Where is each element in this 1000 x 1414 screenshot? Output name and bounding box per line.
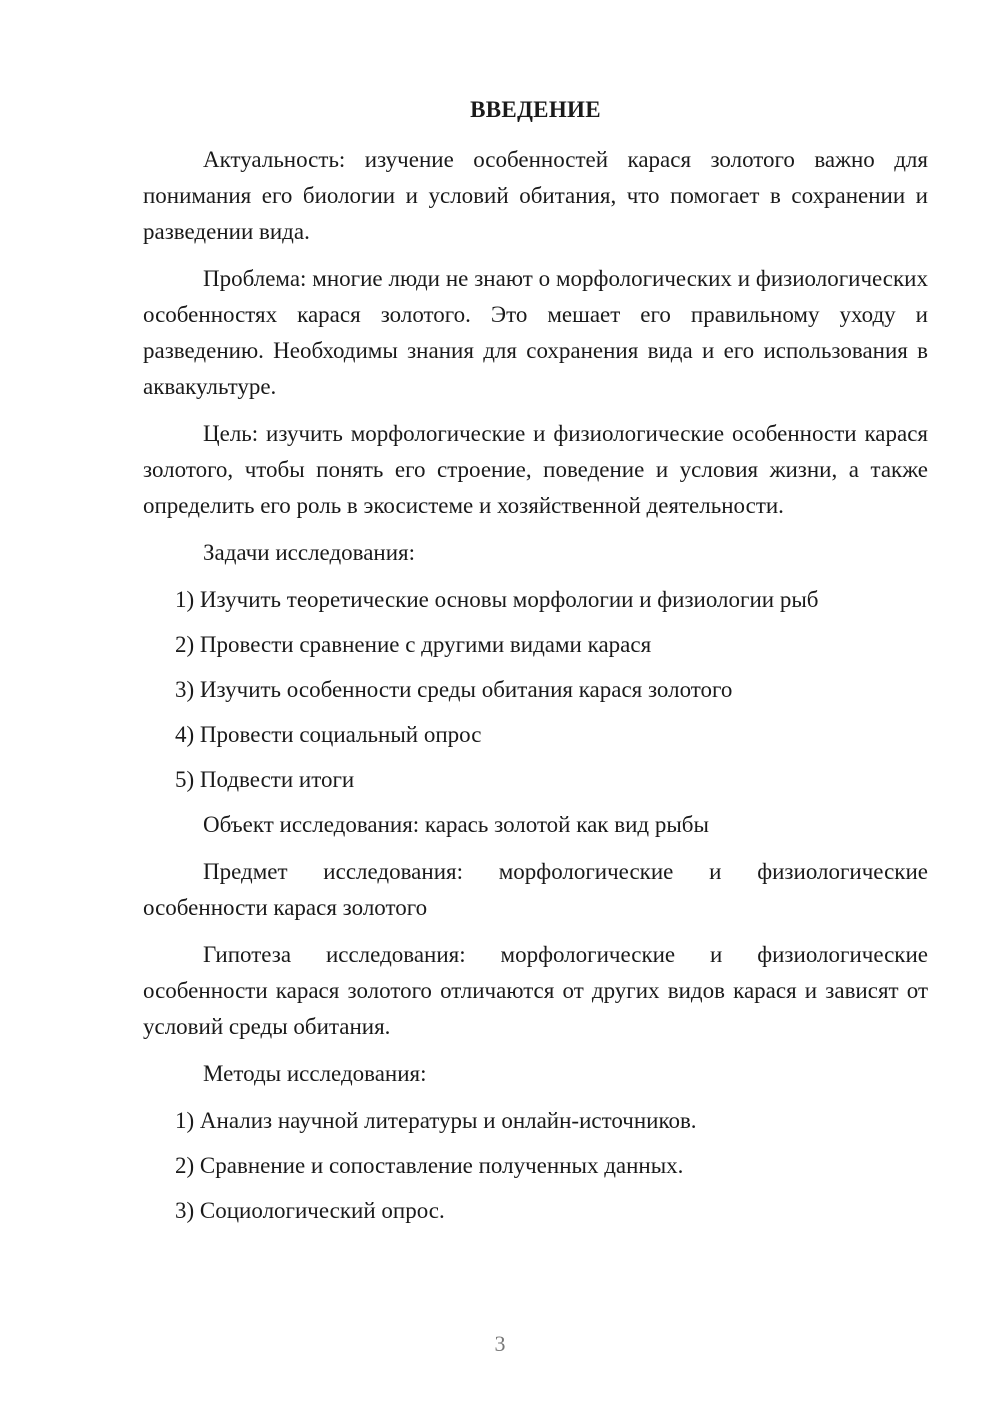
goal-paragraph: Цель: изучить морфологические и физиологические особенности карася золотого, чтобы понять его строение, поведение и условия жизни, а также определить его роль в экосистеме и хозяйственной деятельности. <box>143 421 928 518</box>
subject-paragraph: Предмет исследования: морфологические и физиологические особенности карася золотого <box>143 859 928 920</box>
task-item: 2) Провести сравнение с другими видами карася <box>175 632 652 657</box>
method-item: 3) Социологический опрос. <box>175 1198 445 1223</box>
task-item: 3) Изучить особенности среды обитания карася золотого <box>175 677 733 702</box>
page-title: ВВЕДЕНИЕ <box>470 97 601 122</box>
page-number: 3 <box>494 1331 506 1356</box>
task-item: 1) Изучить теоретические основы морфологии и физиологии рыб <box>175 587 819 612</box>
task-item: 5) Подвести итоги <box>175 767 355 792</box>
method-item: 2) Сравнение и сопоставление полученных данных. <box>175 1153 684 1178</box>
hypothesis-paragraph: Гипотеза исследования: морфологические и физиологические особенности карася золотого отличаются от других видов карася и зависят от условий среды обитания. <box>143 942 928 1039</box>
object-paragraph: Объект исследования: карась золотой как вид рыбы <box>203 812 709 837</box>
task-item: 4) Провести социальный опрос <box>175 722 482 747</box>
problem-paragraph: Проблема: многие люди не знают о морфологических и физиологических особенностях карася золотого. Это мешает его правильному уходу и разведению. Необходимы знания для сохранения вида и его использования в аквакультуре. <box>143 266 928 399</box>
tasks-heading: Задачи исследования: <box>203 540 416 565</box>
method-item: 1) Анализ научной литературы и онлайн-источников. <box>175 1108 697 1133</box>
relevance-paragraph: Актуальность: изучение особенностей карася золотого важно для понимания его биологии и условий обитания, что помогает в сохранении и разведении вида. <box>143 147 928 244</box>
document-page <box>143 92 928 1238</box>
methods-heading: Методы исследования: <box>203 1061 427 1086</box>
